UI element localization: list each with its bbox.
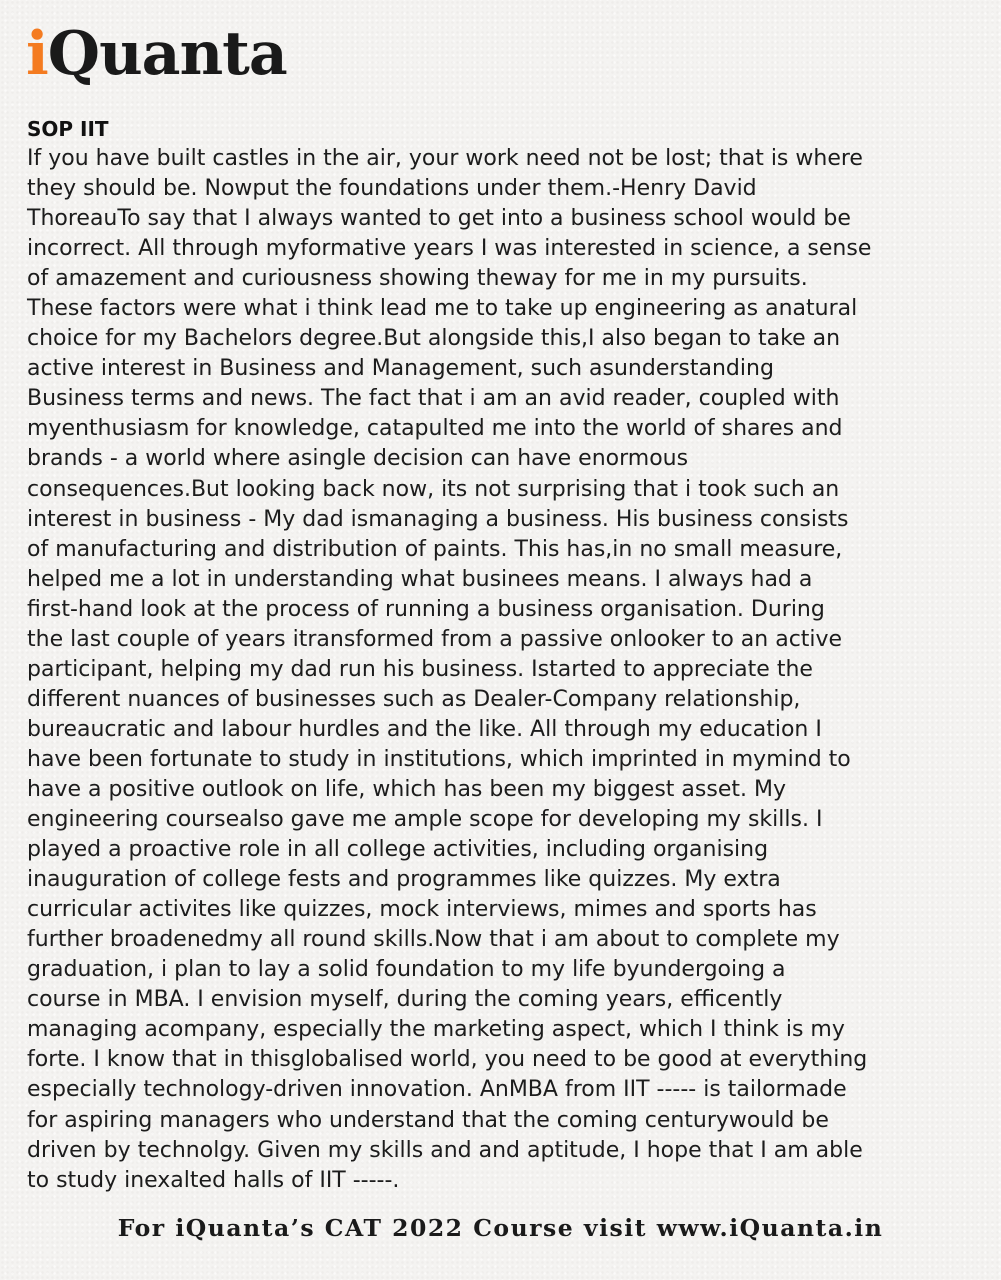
body-line: incorrect. All through myformative years I was interested in science, a sense [27, 236, 872, 262]
body-line: choice for my Bachelors degree.But alongside this,I also began to take an [27, 326, 841, 352]
sop-body [27, 144, 977, 1196]
body-line: played a proactive role in all college activities, including organising [27, 837, 769, 863]
body-line: driven by technolgy. Given my skills and and aptitude, I hope that I am able [27, 1137, 863, 1163]
footer-promo: For iQuanta’s CAT 2022 Course visit www.iQuanta.in [117, 1214, 884, 1242]
body-line: especially technology-driven innovation. AnMBA from IIT ----- is tailormade [27, 1077, 847, 1103]
body-line: ThoreauTo say that I always wanted to get into a business school would be [27, 206, 851, 232]
body-line: bureaucratic and labour hurdles and the like. All through my education I [27, 716, 822, 742]
body-line: to study inexalted halls of IIT -----. [27, 1167, 400, 1193]
body-line: curricular activites like quizzes, mock interviews, mimes and sports has [27, 897, 817, 923]
body-line: the last couple of years itransformed from a passive onlooker to an active [27, 626, 843, 652]
body-line: participant, helping my dad run his business. Istarted to appreciate the [27, 656, 813, 682]
body-line: consequences.But looking back now, its not surprising that i took such an [27, 476, 840, 502]
body-line: These factors were what i think lead me to take up engineering as anatural [27, 296, 858, 322]
iquanta-logo [26, 14, 287, 94]
body-line: different nuances of businesses such as Dealer-Company relationship, [27, 686, 801, 712]
body-line: of manufacturing and distribution of paints. This has,in no small measure, [27, 536, 843, 562]
body-line: for aspiring managers who understand that the coming centurywould be [27, 1107, 829, 1133]
body-line: If you have built castles in the air, your work need not be lost; that is where [27, 146, 863, 171]
logo-accent-letter: i [26, 19, 48, 89]
body-line: first-hand look at the process of running a business organisation. During [27, 596, 825, 622]
body-line: course in MBA. I envision myself, during the coming years, efficently [27, 987, 783, 1013]
body-line: brands - a world where asingle decision can have enormous [27, 446, 689, 472]
body-line: further broadenedmy all round skills.Now that i am about to complete my [27, 927, 840, 953]
body-line: Business terms and news. The fact that i am an avid reader, coupled with [27, 386, 840, 412]
body-line: active interest in Business and Management, such asunderstanding [27, 356, 774, 382]
body-line: myenthusiasm for knowledge, catapulted me into the world of shares and [27, 416, 843, 442]
logo-wordmark: Quanta [47, 19, 287, 89]
body-line: have a positive outlook on life, which has been my biggest asset. My [27, 776, 786, 802]
body-line: managing acompany, especially the marketing aspect, which I think is my [27, 1017, 845, 1043]
body-line: have been fortunate to study in institutions, which imprinted in mymind to [27, 746, 851, 772]
body-line: inauguration of college fests and programmes like quizzes. My extra [27, 867, 781, 893]
body-line: of amazement and curiousness showing theway for me in my pursuits. [27, 266, 808, 292]
body-line: they should be. Nowput the foundations under them.-Henry David [27, 176, 757, 202]
body-line: graduation, i plan to lay a solid foundation to my life byundergoing a [27, 957, 786, 983]
body-line: helped me a lot in understanding what businees means. I always had a [27, 566, 813, 592]
body-line: engineering coursealso gave me ample scope for developing my skills. I [27, 807, 823, 833]
body-line: forte. I know that in thisglobalised world, you need to be good at everything [27, 1047, 868, 1073]
body-line: interest in business - My dad ismanaging a business. His business consists [27, 506, 849, 532]
document-title: SOP IIT [27, 117, 109, 141]
